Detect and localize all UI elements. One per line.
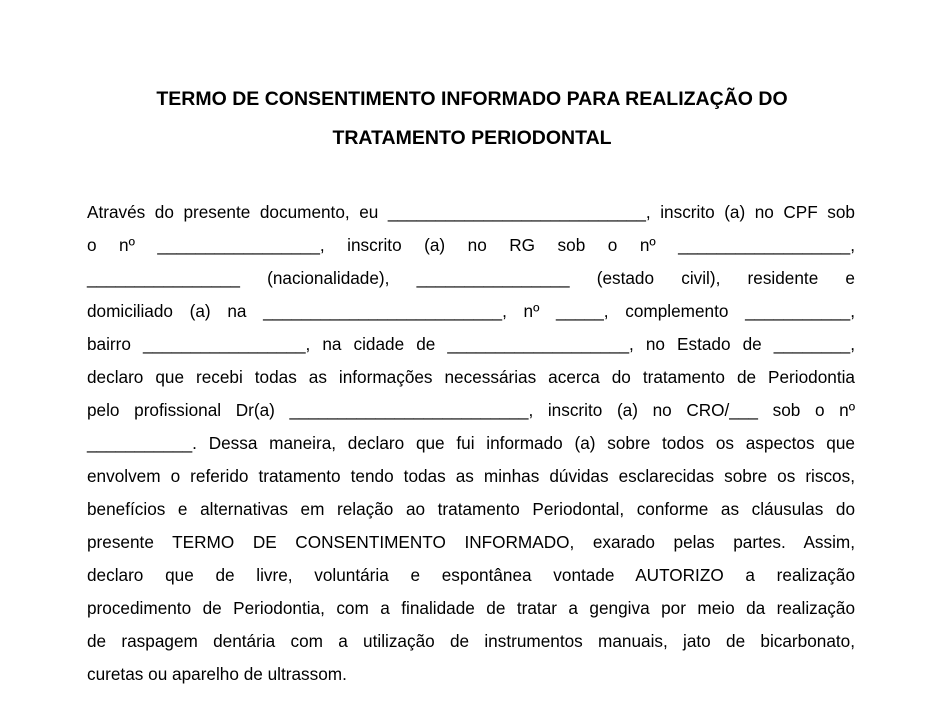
body-line: pelo profissional Dr(a) _________________________, inscrito (a) no CRO/___ sob o nº (87, 400, 855, 420)
body-line: declaro que recebi todas as informações necessárias acerca do tratamento de Periodontia (87, 367, 855, 387)
document-title-line-1: TERMO DE CONSENTIMENTO INFORMADO PARA REALIZAÇÃO DO (156, 88, 788, 110)
body-line: procedimento de Periodontia, com a finalidade de tratar a gengiva por meio da realização (87, 598, 855, 618)
body-line: declaro que de livre, voluntária e espontânea vontade AUTORIZO a realização (87, 565, 855, 585)
body-line: o nº _________________, inscrito (a) no RG sob o nº __________________, (87, 235, 855, 255)
document-title-line-2: TRATAMENTO PERIODONTAL (332, 127, 612, 149)
body-line: Através do presente documento, eu ___________________________, inscrito (a) no CPF sob (87, 202, 855, 222)
body-line: presente TERMO DE CONSENTIMENTO INFORMADO, exarado pelas partes. Assim, (87, 532, 855, 552)
body-line: bairro _________________, na cidade de ___________________, no Estado de ________, (87, 334, 855, 354)
body-line: curetas ou aparelho de ultrassom. (87, 664, 347, 684)
body-line: ___________. Dessa maneira, declaro que fui informado (a) sobre todos os aspectos que (87, 433, 855, 453)
body-line: benefícios e alternativas em relação ao tratamento Periodontal, conforme as cláusulas do (87, 499, 855, 519)
consent-body-paragraph (87, 196, 855, 691)
body-line: envolvem o referido tratamento tendo todas as minhas dúvidas esclarecidas sobre os riscos, (87, 466, 855, 486)
body-line: de raspagem dentária com a utilização de instrumentos manuais, jato de bicarbonato, (87, 631, 855, 651)
body-line: ________________ (nacionalidade), ________________ (estado civil), residente e (87, 268, 855, 288)
body-line: domiciliado (a) na _________________________, nº _____, complemento ___________, (87, 301, 855, 321)
